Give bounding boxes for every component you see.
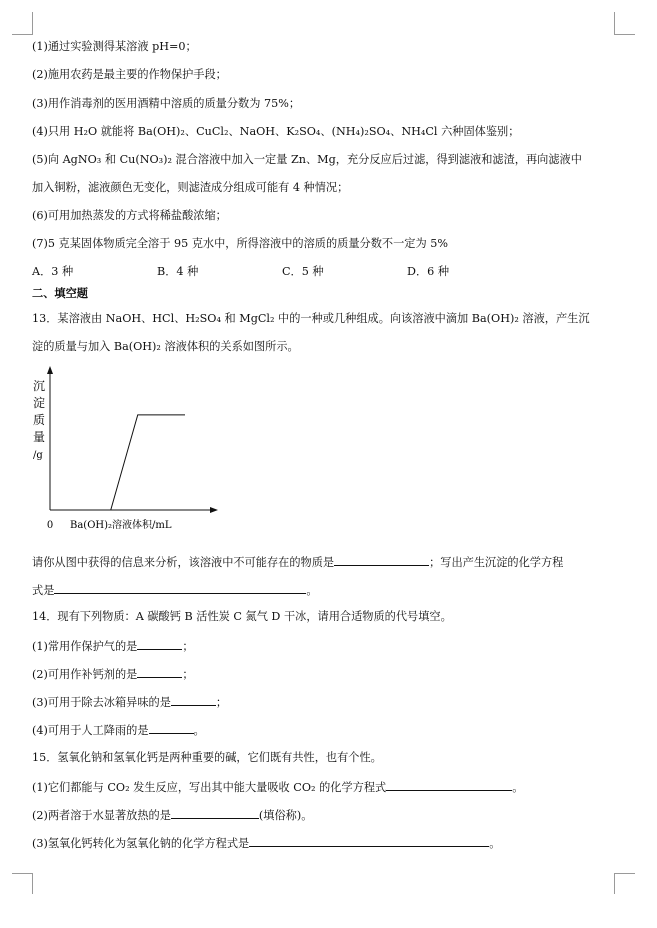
q13-prompt-line-2 xyxy=(32,582,632,598)
q14-item-4-text: (4)可用于人工降雨的是 xyxy=(32,724,149,737)
statement-2: (2)施用农药是最主要的作物保护手段； xyxy=(32,68,227,81)
q14-item-3 xyxy=(32,694,632,710)
q14-item-2-text: (2)可用作补钙剂的是 xyxy=(32,668,138,681)
statement-7: (7)5 克某固体物质完全溶于 95 克水中，所得溶液中的溶质的质量分数不一定为 5% xyxy=(32,237,448,250)
corner-mark-top-left xyxy=(12,12,33,35)
q13-prompt-line-1 xyxy=(32,554,632,570)
q13-prompt-b: ；写出产生沉淀的化学方程 xyxy=(429,556,564,569)
q15-item-1 xyxy=(32,779,632,795)
q15-item-2-text: (2)两者溶于水显著放热的是 xyxy=(32,809,171,822)
q14-answer-blank-3[interactable] xyxy=(171,694,216,706)
option-d: D．6 种 xyxy=(407,265,450,278)
statement-5-line-2: 加入铜粉，滤液颜色无变化，则滤渣成分组成可能有 4 种情况； xyxy=(32,181,349,194)
q15-item-3-text: (3)氢氧化钙转化为氢氧化钠的化学方程式是 xyxy=(32,837,250,850)
q14-answer-blank-4[interactable] xyxy=(149,722,194,734)
q14-answer-blank-1[interactable] xyxy=(137,638,182,650)
chart-series xyxy=(111,415,185,510)
y-axis-label-char: 沉 xyxy=(33,379,46,393)
statement-4: (4)只用 H₂O 就能将 Ba(OH)₂、CuCl₂、NaOH、K₂SO₄、(NH₄)₂SO₄、NH₄Cl 六种固体鉴别； xyxy=(32,125,520,138)
q14-item-3-end: ； xyxy=(215,696,228,709)
q15-answer-blank-1[interactable] xyxy=(386,779,512,791)
q13-stem-line-2: 淀的质量与加入 Ba(OH)₂ 溶液体积的关系如图所示。 xyxy=(32,340,299,353)
precipitation-chart xyxy=(30,362,230,534)
q14-item-4 xyxy=(32,722,632,738)
statement-6: (6)可用加热蒸发的方式将稀盐酸浓缩； xyxy=(32,209,227,222)
q15-answer-blank-2[interactable] xyxy=(171,807,259,819)
q13-prompt-a: 请你从图中获得的信息来分析，该溶液中不可能存在的物质是 xyxy=(32,556,335,569)
q15-item-1-text: (1)它们都能与 CO₂ 发生反应，写出其中能大量吸收 CO₂ 的化学方程式 xyxy=(32,781,387,794)
q14-item-1 xyxy=(32,638,632,654)
corner-mark-top-right xyxy=(614,12,635,35)
q13-stem-line-1: 13．某溶液由 NaOH、HCl、H₂SO₄ 和 MgCl₂ 中的一种或几种组成。向该溶液中滴加 Ba(OH)₂ 溶液，产生沉 xyxy=(32,312,590,325)
q14-item-1-end: ； xyxy=(182,640,194,653)
q14-item-2-end: ； xyxy=(182,668,194,681)
x-axis-label: Ba(OH)₂溶液体积/mL xyxy=(70,520,172,531)
q14-item-4-end: 。 xyxy=(193,724,205,737)
option-a: A．3 种 xyxy=(32,265,74,278)
statement-1: (1)通过实验测得某溶液 pH=0； xyxy=(32,40,197,53)
y-axis-label-char: 质 xyxy=(33,413,46,427)
q15-item-3-end: 。 xyxy=(489,837,501,850)
q15-stem: 15．氢氧化钠和氢氧化钙是两种重要的碱，它们既有共性，也有个性。 xyxy=(32,751,382,764)
q15-item-1-end: 。 xyxy=(512,781,524,794)
origin-label: 0 xyxy=(46,520,54,531)
option-b: B．4 种 xyxy=(157,265,199,278)
y-axis-label xyxy=(33,379,45,461)
x-axis-arrow xyxy=(210,507,218,513)
corner-mark-bottom-left xyxy=(12,873,33,894)
corner-mark-bottom-right xyxy=(614,873,635,894)
y-axis-label-char: 量 xyxy=(33,430,46,444)
q13-prompt-c: 式是 xyxy=(32,584,55,597)
series-line xyxy=(111,415,185,510)
q14-item-3-text: (3)可用于除去冰箱异味的是 xyxy=(32,696,171,709)
q14-answer-blank-2[interactable] xyxy=(137,666,182,678)
q13-end: 。 xyxy=(306,584,318,597)
q13-answer-blank-2[interactable] xyxy=(54,582,306,594)
q15-item-2-end: (填俗称)。 xyxy=(258,809,313,822)
q13-answer-blank-1[interactable] xyxy=(334,554,429,566)
statement-3: (3)用作消毒剂的医用酒精中溶质的质量分数为 75%； xyxy=(32,97,301,110)
q15-item-2 xyxy=(32,807,632,823)
q14-stem: 14．现有下列物质：A 碳酸钙 B 活性炭 C 氮气 D 干冰，请用合适物质的代号填空。 xyxy=(32,610,452,623)
section-title: 二、填空题 xyxy=(32,287,88,300)
q14-item-1-text: (1)常用作保护气的是 xyxy=(32,640,138,653)
statement-5-line-1: (5)向 AgNO₃ 和 Cu(NO₃)₂ 混合溶液中加入一定量 Zn、Mg，充分反应后过滤，得到滤液和滤渣，再向滤液中 xyxy=(32,153,582,166)
y-axis-label-char: /g xyxy=(33,450,43,461)
q15-item-3 xyxy=(32,835,632,851)
answer-options xyxy=(32,265,632,279)
q14-item-2 xyxy=(32,666,632,682)
q15-answer-blank-3[interactable] xyxy=(249,835,489,847)
y-axis-arrow xyxy=(47,366,53,374)
option-c: C．5 种 xyxy=(282,265,324,278)
y-axis-label-char: 淀 xyxy=(33,396,46,410)
